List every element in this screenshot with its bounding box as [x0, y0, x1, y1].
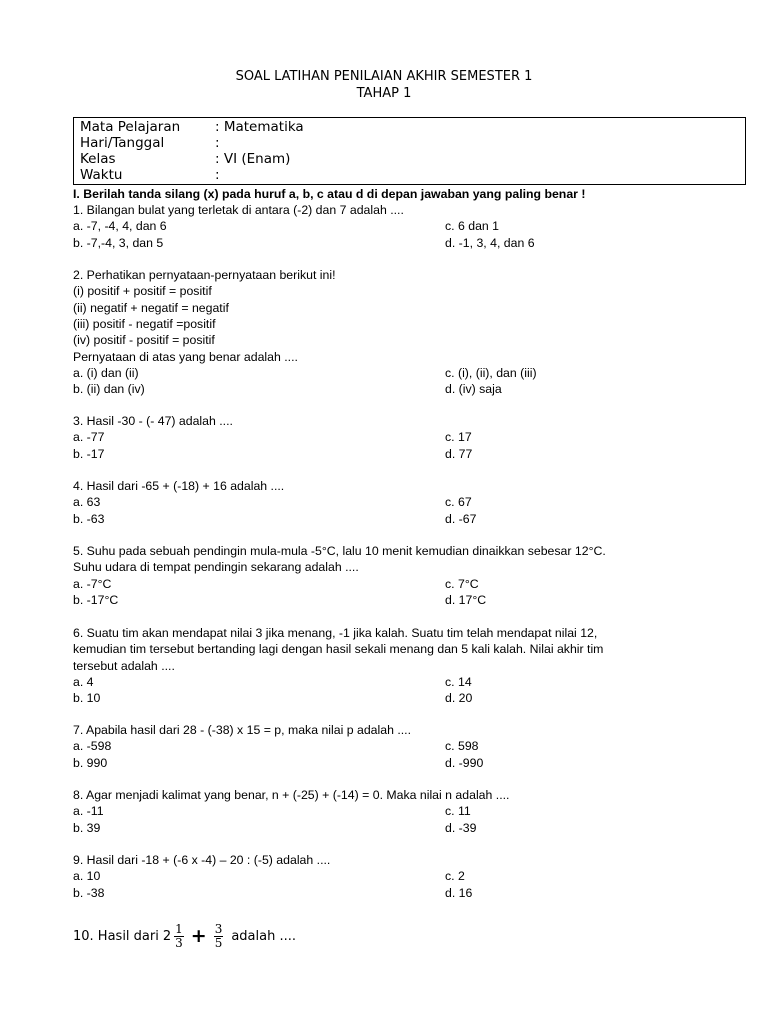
question-9-option-c[interactable]: c. 2 — [445, 869, 465, 884]
question-9-option-b[interactable]: b. -38 — [73, 885, 105, 900]
question-7-text: 7. Apabila hasil dari 28 - (-38) x 15 = p, maka nilai p adalah .... — [73, 723, 412, 737]
question-3-option-c[interactable]: c. 17 — [445, 430, 472, 445]
question-10-prefix: 10. Hasil dari — [73, 928, 159, 944]
info-value: : — [215, 135, 220, 151]
page-subtitle: TAHAP 1 — [356, 86, 412, 101]
question-2-text: (iii) positif - negatif =positif — [73, 316, 216, 331]
question-4-option-d[interactable]: d. -67 — [445, 511, 477, 526]
question-5-option-a[interactable]: a. -7°C — [73, 576, 112, 591]
fraction-denominator: 5 — [214, 935, 223, 950]
question-6-text: 6. Suatu tim akan mendapat nilai 3 jika menang, -1 jika kalah. Suatu tim telah mendapat nilai 12, — [73, 626, 598, 640]
question-9-option-a[interactable]: a. 10 — [73, 869, 101, 884]
info-label: Mata Pelajaran — [80, 119, 181, 135]
page-title: SOAL LATIHAN PENILAIAN AKHIR SEMESTER 1 — [235, 69, 533, 84]
fraction-three-fifths — [214, 923, 224, 950]
question-9-text: 9. Hasil dari -18 + (-6 x -4) – 20 : (-5) adalah .... — [73, 853, 331, 867]
question-2-option-b[interactable]: b. (ii) dan (iv) — [73, 382, 145, 397]
info-value: : — [215, 167, 220, 183]
fraction-numerator: 1 — [175, 921, 183, 936]
question-2-text: (iv) positif - positif = positif — [73, 333, 215, 348]
question-2-text: (i) positif + positif = positif — [73, 284, 212, 299]
question-7-option-b[interactable]: b. 990 — [73, 755, 108, 770]
question-7-option-d[interactable]: d. -990 — [445, 755, 484, 770]
question-9-option-d[interactable]: d. 16 — [445, 885, 473, 900]
question-8-option-c[interactable]: c. 11 — [445, 804, 471, 819]
question-1-option-c[interactable]: c. 6 dan 1 — [445, 219, 500, 234]
fraction-one-third — [174, 923, 184, 950]
question-1-option-d[interactable]: d. -1, 3, 4, dan 6 — [445, 235, 535, 250]
question-3-option-b[interactable]: b. -17 — [73, 446, 105, 461]
question-10 — [73, 916, 296, 956]
instruction-text: I. Berilah tanda silang (x) pada huruf a, b, c atau d di depan jawaban yang paling benar ! — [73, 187, 586, 201]
info-label: Waktu — [80, 167, 123, 183]
question-2-option-c[interactable]: c. (i), (ii), dan (iii) — [445, 365, 537, 380]
question-8-option-d[interactable]: d. -39 — [445, 820, 477, 835]
question-6-option-c[interactable]: c. 14 — [445, 674, 472, 689]
info-value: : Matematika — [215, 119, 304, 135]
question-6-text: kemudian tim tersebut bertanding lagi dengan hasil sekali menang dan 5 kali kalah. Nilai akhir tim — [73, 642, 604, 657]
info-value: : VI (Enam) — [215, 151, 291, 167]
question-8-option-a[interactable]: a. -11 — [73, 804, 104, 819]
question-2-text: 2. Perhatikan pernyataan-pernyataan berikut ini! — [73, 268, 336, 282]
question-4-option-a[interactable]: a. 63 — [73, 495, 101, 510]
question-6-option-d[interactable]: d. 20 — [445, 691, 473, 706]
question-1-text: 1. Bilangan bulat yang terletak di antara (-2) dan 7 adalah .... — [73, 203, 404, 217]
question-7-option-a[interactable]: a. -598 — [73, 739, 112, 754]
question-3-option-a[interactable]: a. -77 — [73, 430, 105, 445]
question-2-text: Pernyataan di atas yang benar adalah .... — [73, 349, 298, 364]
question-4-option-b[interactable]: b. -63 — [73, 511, 105, 526]
question-1-option-a[interactable]: a. -7, -4, 4, dan 6 — [73, 219, 167, 234]
question-2-text: (ii) negatif + negatif = negatif — [73, 300, 229, 315]
plus-sign: + — [190, 925, 207, 947]
question-8-option-b[interactable]: b. 39 — [73, 820, 101, 835]
info-label: Kelas — [80, 151, 116, 167]
question-5-text: 5. Suhu pada sebuah pendingin mula-mula -5°C, lalu 10 menit kemudian dinaikkan sebesar 12°C. — [73, 544, 606, 558]
mixed-number-whole: 2 — [162, 928, 172, 944]
question-1-option-b[interactable]: b. -7,-4, 3, dan 5 — [73, 235, 164, 250]
question-3-option-d[interactable]: d. 77 — [445, 446, 473, 461]
question-8-text: 8. Agar menjadi kalimat yang benar, n + (-25) + (-14) = 0. Maka nilai n adalah .... — [73, 788, 510, 802]
question-5-option-d[interactable]: d. 17°C — [445, 592, 487, 607]
question-2-option-a[interactable]: a. (i) dan (ii) — [73, 365, 139, 380]
question-5-text: Suhu udara di tempat pendingin sekarang adalah .... — [73, 560, 359, 575]
question-2-option-d[interactable]: d. (iv) saja — [445, 382, 502, 397]
question-6-option-b[interactable]: b. 10 — [73, 691, 101, 706]
question-6-text: tersebut adalah .... — [73, 658, 175, 673]
question-5-option-c[interactable]: c. 7°C — [445, 576, 479, 591]
fraction-numerator: 3 — [214, 921, 223, 936]
question-5-option-b[interactable]: b. -17°C — [73, 592, 119, 607]
question-6-option-a[interactable]: a. 4 — [73, 674, 94, 689]
question-4-option-c[interactable]: c. 67 — [445, 495, 472, 510]
info-box — [73, 117, 746, 185]
question-3-text: 3. Hasil -30 - (- 47) adalah .... — [73, 414, 233, 428]
question-7-option-c[interactable]: c. 598 — [445, 739, 479, 754]
fraction-denominator: 3 — [175, 935, 183, 950]
question-10-suffix: adalah .... — [231, 928, 297, 944]
question-4-text: 4. Hasil dari -65 + (-18) + 16 adalah .... — [73, 479, 285, 493]
info-label: Hari/Tanggal — [80, 135, 165, 151]
